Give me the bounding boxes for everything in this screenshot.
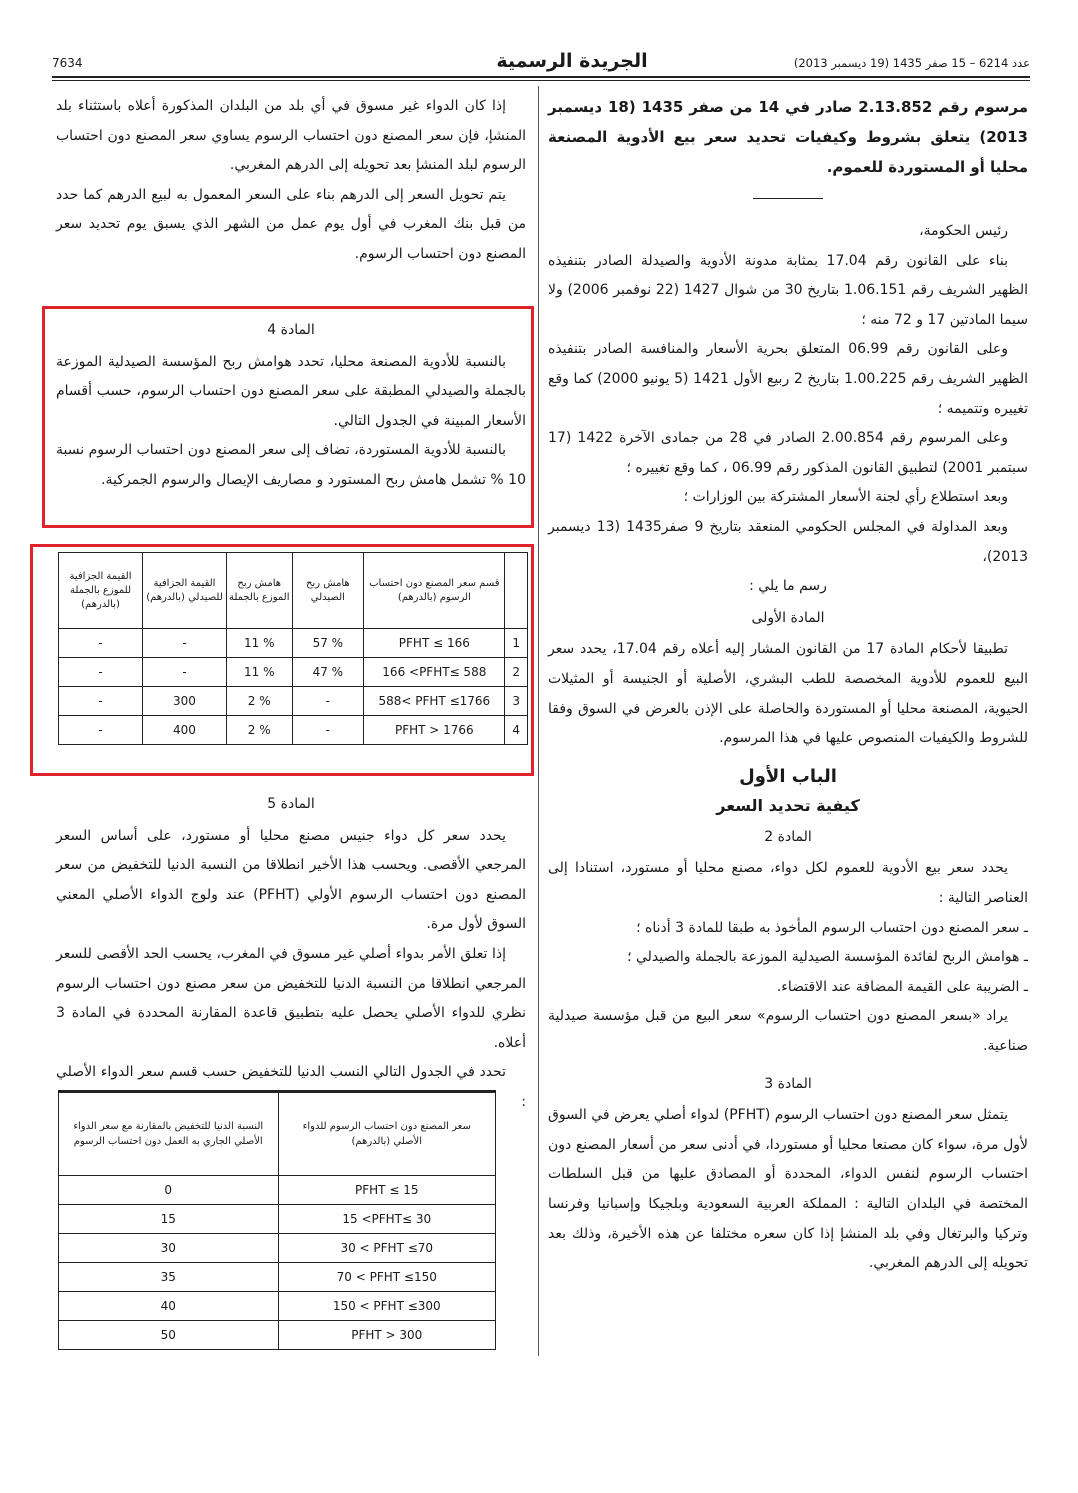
article1-title: المادة الأولى: [751, 609, 825, 626]
header-rule-thin: [52, 80, 1030, 81]
header-min-discount: النسبة الدنيا للتخفيض بالمقارنة مع سعر الدواء الأصلي الجاري به العمل دون احتساب الرسوم: [59, 1092, 279, 1176]
left-p-top2: يتم تحويل السعر إلى الدرهم بناء على السعر المعمول به لبيع الدرهم كما حدد من قبل بنك المغرب في أول يوم عمل من الشهر الذي يسبق يوم تحديد سعر المصنع دون احتساب الرسوم.: [56, 186, 526, 262]
article2-definition: يراد «بسعر المصنع دون احتساب الرسوم» سعر البيع من قبل مؤسسة صيدلية صناعية.: [548, 1008, 1028, 1055]
highlight-box-article4: [42, 306, 534, 528]
article2-title: المادة 2: [764, 828, 812, 845]
cell-min-rate: 35: [59, 1263, 279, 1292]
article2-item2: ـ هوامش الربح لفائدة المؤسسة الصيدلية الموزعة بالجملة والصيدلي ؛: [627, 949, 1028, 966]
cell-wholesaler-fixed: -: [59, 716, 143, 745]
article5-p1: يحدد سعر كل دواء جنيس مصنع محليا أو مستورد، على أساس السعر المرجعي الأقصى. ويحسب هذا الأخير انطلاقا من النسبة الدنيا للتخفيض من سعر المصنع دون احتساب الرسوم الأولي (PFHT) عند ولوج الدواء الأصلي المعني السوق لأول مرة.: [56, 827, 526, 933]
gazette-title: الجريدة الرسمية: [496, 50, 648, 72]
page-header: [52, 50, 1030, 76]
article2-intro: يحدد سعر بيع الأدوية للعموم لكل دواء، مصنع محليا أو مستورد، استنادا إلى العناصر التالية :: [548, 860, 1028, 907]
cell-min-rate: 15: [59, 1205, 279, 1234]
table-row: [59, 1205, 496, 1234]
table-row: [59, 1321, 496, 1350]
chapter1-subtitle: كيفية تحديد السعر: [716, 796, 860, 816]
preamble-p1: بناء على القانون رقم 17.04 بمثابة مدونة الأدوية والصيدلة الصادر بتنفيذه الظهير الشريف رقم 1.06.151 بتاريخ 30 من شوال 1427 (22 نوفمبر 2006) ولا سيما المادتين 17 و 72 منه ؛: [548, 252, 1028, 328]
article4-p1: بالنسبة للأدوية المصنعة محليا، تحدد هوامش ربح المؤسسة الصيدلية الموزعة بالجملة والصيدلي المطبقة على سعر المصنع دون احتساب الرسوم، حسب أقسام الأسعار المبينة في الجدول التالي.: [56, 353, 526, 429]
cell-min-rate: 50: [59, 1321, 279, 1350]
article4-title: المادة 4: [267, 322, 315, 338]
article5-p2: إذا تعلق الأمر بدواء أصلي غير مسوق في المغرب، يحسب الحد الأقصى للسعر المرجعي انطلاقا من النسبة الدنيا للتخفيض من سعر مصنع دون احتساب الرسوم نظري للدواء الأصلي يحصل عليه بتطبيق قاعدة المقارنة المحددة في المادة 3 أعلاه.: [56, 945, 526, 1051]
cell-min-rate: 30: [59, 1234, 279, 1263]
table-row: [59, 1263, 496, 1292]
cell-wholesaler-fixed: -: [59, 629, 143, 658]
title-separator: [753, 198, 823, 199]
article3-text: يتمثل سعر المصنع دون احتساب الرسوم (PFHT) لدواء أصلي يعرض في السوق لأول مرة، سواء كان مصنعا محليا أو مستوردا، في أدنى سعر من أسعار المصنع دون احتساب الرسوم لنفس الدواء، المحددة أو المصادق عليها من قبل السلطات المختصة في البلدان التالية : المملكة العربية السعودية وبلجيكا وإسبانيا وفرنسا وتركيا والبرتغال وفي بلد المنشإ إذا كان سعره مختلفا عن هذه الأخيرة، وذلك بعد تحويله إلى الدرهم المغربي.: [548, 1107, 1028, 1272]
left-column-top: [56, 92, 526, 270]
decree-title: مرسوم رقم 2.13.852 صادر في 14 من صفر 1435 (18 ديسمبر 2013) يتعلق بشروط وكيفيات تحديد سعر بيع الأدوية المصنعة محليا أو المستوردة للعموم.: [548, 98, 1029, 176]
preamble-p2: وعلى القانون رقم 06.99 المتعلق بحرية الأسعار والمنافسة الصادر بتنفيذه الظهير الشريف رقم 1.00.225 بتاريخ 2 ربيع الأول 1421 (5 يونيو 2000) كما وقع تغييره وتتميمه ؛: [548, 341, 1029, 417]
chapter1-title: الباب الأول: [739, 765, 837, 787]
cell-price-band: 30 < PFHT ≤70: [278, 1234, 496, 1263]
header-original-price: سعر المصنع دون احتساب الرسوم للدواء الأصلي (بالدرهم): [278, 1092, 496, 1176]
cell-pharmacist-fixed: 400: [143, 716, 227, 745]
cell-pharmacist-margin: 47 %: [292, 658, 364, 687]
article1-text: تطبيقا لأحكام المادة 17 من القانون المشار إليه أعلاه رقم 17.04، يحدد سعر البيع للعموم للأدوية المخصصة للطب البشري، الأصلية أو الجنيسة أو المثيلات الحيوية، المصنعة محليا أو المستوردة والحاصلة على الإذن بالعرض في السوق وفقا للشروط والكيفيات المنصوص عليها في هذا المرسوم.: [548, 641, 1028, 747]
article3-title: المادة 3: [764, 1075, 812, 1092]
page-number: 7634: [52, 56, 83, 70]
cell-price-band: PFHT > 1766: [364, 716, 505, 745]
article2-item3: ـ الضريبة على القيمة المضافة عند الاقتضاء.: [776, 978, 1028, 995]
article2-item1: ـ سعر المصنع دون احتساب الرسوم المأخوذ به طبقا للمادة 3 أدناه ؛: [636, 919, 1028, 936]
cell-price-band: PFHT ≤ 15: [278, 1176, 496, 1205]
header-price-band: قسم سعر المصنع دون احتساب الرسوم (بالدرهم): [364, 553, 505, 629]
header-pharmacist-fixed: القيمة الجزافية للصيدلي (بالدرهم): [143, 553, 227, 629]
discount-table: [58, 1090, 496, 1350]
preamble-p3: وعلى المرسوم رقم 2.00.854 الصادر في 28 من جمادى الآخرة 1422 (17 سبتمبر 2001) لتطبيق القانون المذكور رقم 06.99 ، كما وقع تغييره ؛: [548, 430, 1028, 476]
row-number: 4: [505, 716, 528, 745]
cell-wholesaler-margin: 11 %: [226, 658, 292, 687]
cell-wholesaler-fixed: -: [59, 658, 143, 687]
cell-min-rate: 0: [59, 1176, 279, 1205]
table-row: [59, 1176, 496, 1205]
cell-pharmacist-margin: 57 %: [292, 629, 364, 658]
article5-p3: تحدد في الجدول التالي النسب الدنيا للتخفيض حسب قسم سعر الدواء الأصلي :: [56, 1064, 526, 1110]
right-column: [548, 92, 1028, 1279]
row-number: 2: [505, 658, 528, 687]
cell-price-band: 150 < PFHT ≤300: [278, 1292, 496, 1321]
cell-price-band: PFHT > 300: [278, 1321, 496, 1350]
table-header-row: [59, 1092, 496, 1176]
cell-wholesaler-margin: 2 %: [226, 687, 292, 716]
cell-pharmacist-fixed: -: [143, 658, 227, 687]
header-rule: [52, 76, 1030, 78]
cell-wholesaler-margin: 11 %: [226, 629, 292, 658]
header-wholesaler-fixed: القيمة الجزافية للموزع بالجملة (بالدرهم): [59, 553, 143, 629]
header-wholesaler-margin: هامش ربح الموزع بالجملة: [226, 553, 292, 629]
cell-wholesaler-fixed: -: [59, 687, 143, 716]
issue-info: عدد 6214 – 15 صفر 1435 (19 ديسمبر 2013): [793, 56, 1030, 70]
cell-pharmacist-margin: -: [292, 687, 364, 716]
table-row: [59, 1234, 496, 1263]
article5-section: [56, 788, 526, 1118]
article4-p2: بالنسبة للأدوية المستوردة، تضاف إلى سعر المصنع دون احتساب الرسوم نسبة 10 % تشمل هامش ربح المستورد و مصاريف الإيصال والرسوم الجمركية.: [56, 442, 526, 488]
head-of-government: رئيس الحكومة،: [919, 223, 1008, 239]
row-number: 1: [505, 629, 528, 658]
row-number: 3: [505, 687, 528, 716]
decreed-line: رسم ما يلي :: [749, 578, 827, 595]
cell-wholesaler-margin: 2 %: [226, 716, 292, 745]
cell-price-band: 166 <PFHT≤ 588: [364, 658, 505, 687]
left-p-top1: إذا كان الدواء غير مسوق في أي بلد من البلدان المذكورة أعلاه باستثناء بلد المنشإ، فإن سعر المصنع دون احتساب الرسوم يساوي سعر المصنع دون احتساب الرسوم لبلد المنشإ بعد تحويله إلى الدرهم المغربي.: [56, 98, 526, 174]
preamble-p5: وبعد المداولة في المجلس الحكومي المنعقد بتاريخ 9 صفر1435 (13 ديسمبر 2013)،: [548, 518, 1028, 565]
cell-min-rate: 40: [59, 1292, 279, 1321]
cell-pharmacist-fixed: 300: [143, 687, 227, 716]
cell-pharmacist-margin: -: [292, 716, 364, 745]
cell-price-band: 588< PFHT ≤1766: [364, 687, 505, 716]
article5-title: المادة 5: [267, 796, 315, 812]
cell-price-band: 15 <PFHT≤ 30: [278, 1205, 496, 1234]
table-row: [59, 1292, 496, 1321]
column-divider: [538, 86, 539, 1356]
cell-pharmacist-fixed: -: [143, 629, 227, 658]
header-pharmacist-margin: هامش ربح الصيدلي: [292, 553, 364, 629]
cell-price-band: 70 < PFHT ≤150: [278, 1263, 496, 1292]
cell-price-band: PFHT ≤ 166: [364, 629, 505, 658]
preamble-p4: وبعد استطلاع رأي لجنة الأسعار المشتركة بين الوزارات ؛: [683, 489, 1008, 506]
highlight-box-table: [30, 544, 534, 776]
